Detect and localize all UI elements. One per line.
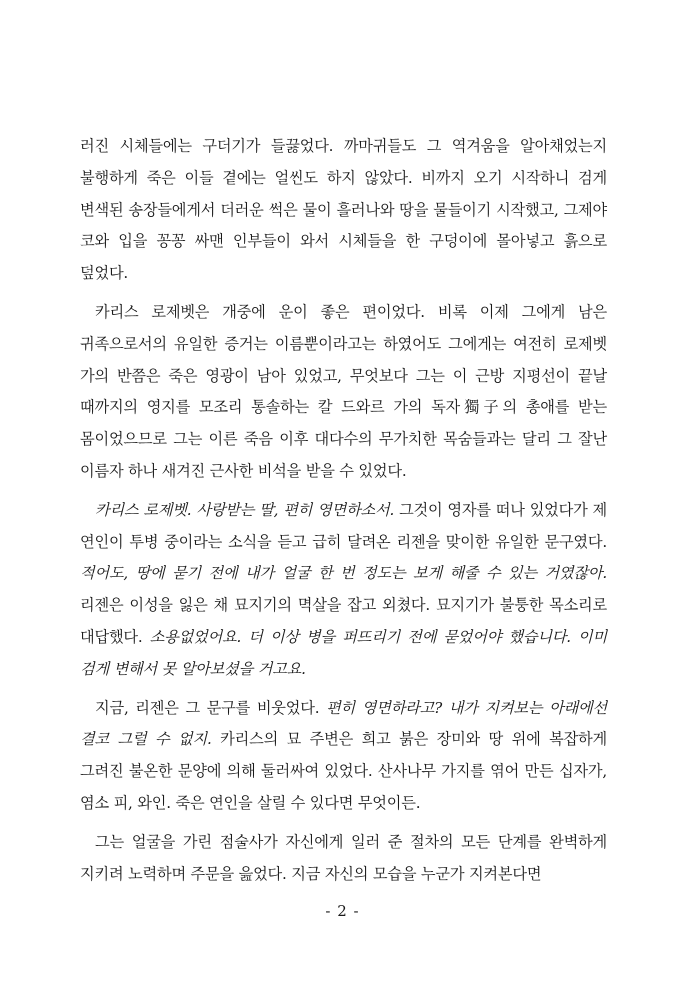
paragraph xyxy=(80,495,607,686)
text-segment: 그는 얼굴을 가린 점술사가 자신에게 일러 준 절차의 모든 단계를 완벽하게 지키려 노력하며 주문을 읊었다. 지금 자신의 모습을 누군가 지켜본다면 xyxy=(80,832,607,883)
page-number: - 2 - xyxy=(325,902,360,920)
body-text xyxy=(80,131,607,897)
paragraph xyxy=(80,297,607,488)
text-segment: 그것이 영자를 떠나 있었다가 제 연인이 투병 중이라는 소식을 듣고 급히 달려온 리젠을 맞이한 유일한 문구였다. xyxy=(80,500,607,551)
text-segment: 카리스 로제벳은 개중에 운이 좋은 편이었다. 비록 이제 그에게 남은 귀족으로서의 유일한 증거는 이름뿐이라고는 하였어도 그에게는 여전히 로제벳 가의 반쯤은 죽은 영광이 남아 있었고, 무엇보다 그는 이 근방 지평선이 끝날 때까지의 영지를 모조리 통솔하는 칼 드와르 가의 독자獨子의 총애를 받는 몸이었으므로 그는 이른 죽음 이후 대다수의 무가치한 목숨들과는 달리 그 잘난 이름자 하나 새겨진 근사한 비석을 받을 수 있었다. xyxy=(80,302,607,480)
text-segment: 카리스의 묘 주변은 희고 붉은 장미와 땅 위에 복잡하게 그려진 불온한 문양에 의해 둘러싸여 있었다. 산사나무 가지를 엮어 만든 십자가, 염소 피, 와인. 죽은 연인을 살릴 수 있다면 무엇이든. xyxy=(80,730,608,812)
paragraph xyxy=(80,131,607,290)
italic-segment: 소용없었어요. 더 이상 병을 퍼뜨리기 전에 묻었어야 했습니다. 이미 검게 변해서 못 알아보셨을 거고요. xyxy=(80,627,608,678)
italic-segment: 카리스 로제벳. 사랑받는 딸, 편히 영면하소서. xyxy=(95,500,395,519)
italic-segment: 편히 영면하라고? 내가 지켜보는 아래에선 결코 그럴 수 없지. xyxy=(80,698,607,749)
text-segment: 리젠은 이성을 잃은 채 묘지기의 멱살을 잡고 외쳤다. 묘지기가 불퉁한 목소리로 대답했다. xyxy=(80,596,607,646)
italic-segment: 적어도, 땅에 묻기 전에 내가 얼굴 한 번 정도는 보게 해줄 수 있는 거였잖아. xyxy=(80,564,607,583)
paragraph xyxy=(80,693,607,820)
text-segment: 지금, 리젠은 그 문구를 비웃었다. xyxy=(95,698,327,717)
paragraph xyxy=(80,827,607,891)
text-segment: 러진 시체들에는 구더기가 들끓었다. 까마귀들도 그 역겨움을 알아채었는지 불행하게 죽은 이들 곁에는 얼씬도 하지 않았다. 비까지 오기 시작하니 검게 변색된 송장들에게서 더러운 썩은 물이 흘러나와 땅을 물들이기 시작했고, 그제야 코와 입을 꽁꽁 싸맨 인부들이 와서 시체들을 한 구덩이에 몰아넣고 흙으로 덮었다. xyxy=(80,137,607,283)
